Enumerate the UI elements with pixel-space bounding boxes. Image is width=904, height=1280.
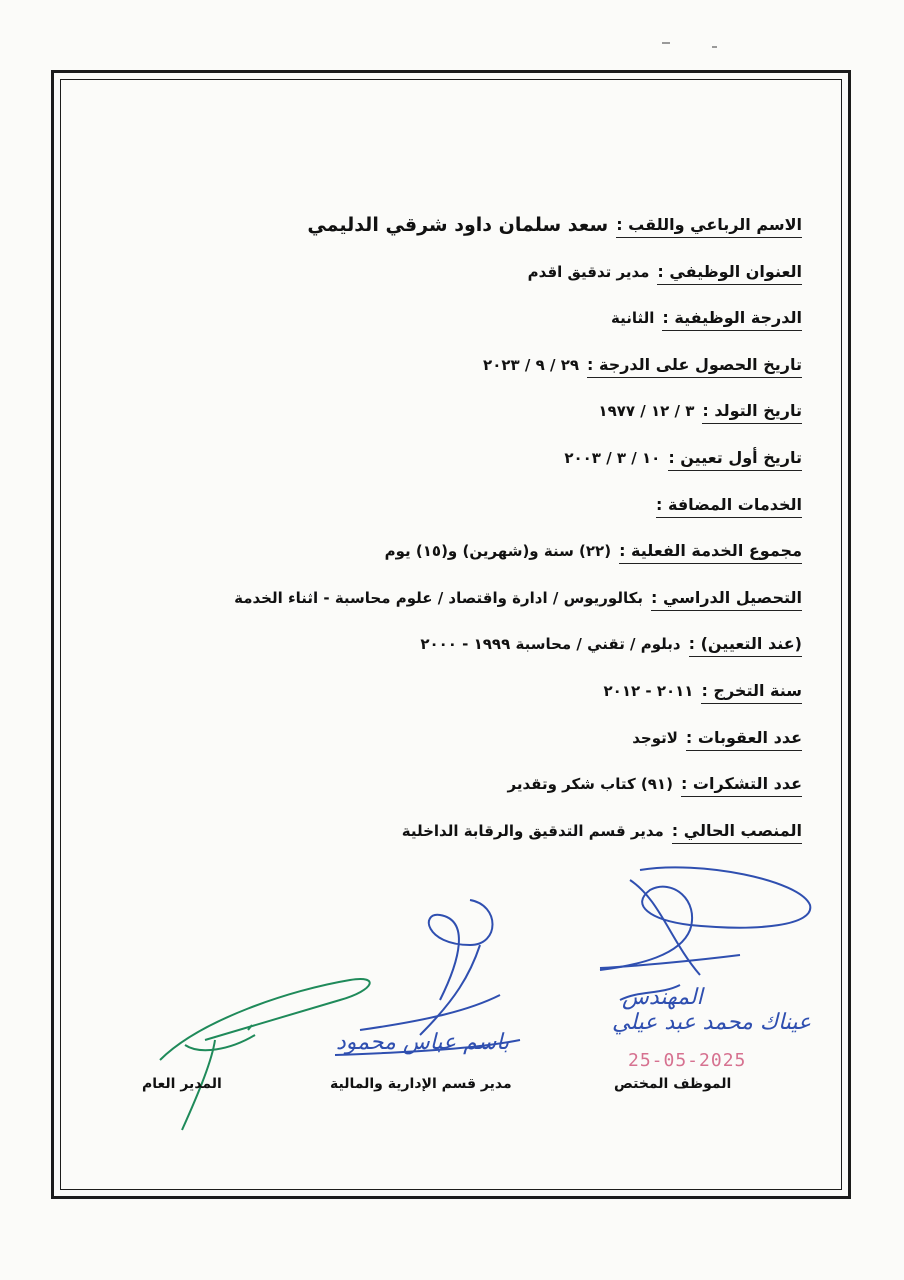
field-label: (عند التعيين) : bbox=[689, 634, 802, 657]
field-value: ٢٠١١ - ٢٠١٢ bbox=[603, 682, 694, 700]
officer-role: الموظف المختص bbox=[614, 1076, 732, 1092]
field-value: لاتوجد bbox=[632, 728, 678, 747]
field-label: التحصيل الدراسي : bbox=[651, 588, 802, 611]
field-value: سعد سلمان داود شرقي الدليمي bbox=[307, 214, 609, 236]
admin-signature-text: باسم عباس محمود bbox=[336, 1030, 510, 1055]
officer-signature-line1: المهندس bbox=[622, 985, 703, 1010]
field-value: مدير قسم التدقيق والرقابة الداخلية bbox=[401, 821, 664, 840]
field-label: مجموع الخدمة الفعلية : bbox=[619, 541, 802, 564]
stamp-date: 25-05-2025 bbox=[628, 1050, 747, 1071]
field-value: ١٠ / ٣ / ٢٠٠٣ bbox=[564, 449, 661, 467]
field-value: (٢٢) سنة و(شهرين) و(١٥) يوم bbox=[384, 542, 612, 561]
officer-signature-strokes bbox=[600, 867, 810, 1000]
field-value: بكالوريوس / ادارة واقتصاد / علوم محاسبة - اثناء الخدمة bbox=[234, 588, 643, 607]
field-label: المنصب الحالي : bbox=[672, 821, 802, 844]
field-label: عدد العقوبات : bbox=[686, 728, 802, 751]
field-label: تاريخ الحصول على الدرجة : bbox=[587, 355, 802, 378]
field-value: ٣ / ١٢ / ١٩٧٧ bbox=[598, 402, 695, 421]
field-label: الاسم الرباعي واللقب : bbox=[616, 215, 802, 238]
field-value: الثانية bbox=[611, 309, 655, 328]
admin-role: مدير قسم الإدارية والمالية bbox=[330, 1076, 512, 1092]
field-label: الخدمات المضافة : bbox=[656, 495, 802, 518]
general-role: المدير العام bbox=[142, 1076, 222, 1092]
field-value: ٢٩ / ٩ / ٢٠٢٣ bbox=[483, 355, 580, 374]
officer-signature-line2: عيناك محمد عبد عيلي bbox=[612, 1010, 812, 1035]
field-label: العنوان الوظيفي : bbox=[657, 262, 802, 285]
field-label: عدد التشكرات : bbox=[681, 774, 802, 797]
field-value: (٩١) كتاب شكر وتقدير bbox=[507, 775, 673, 794]
field-label: تاريخ أول تعيين : bbox=[668, 448, 802, 471]
field-label: تاريخ التولد : bbox=[702, 401, 802, 424]
field-label: سنة التخرج : bbox=[701, 681, 802, 704]
field-value: مدير تدقيق اقدم bbox=[527, 262, 650, 281]
field-label: الدرجة الوظيفية : bbox=[662, 308, 802, 331]
field-value: دبلوم / تقني / محاسبة ١٩٩٩ - ٢٠٠٠ bbox=[420, 635, 681, 654]
